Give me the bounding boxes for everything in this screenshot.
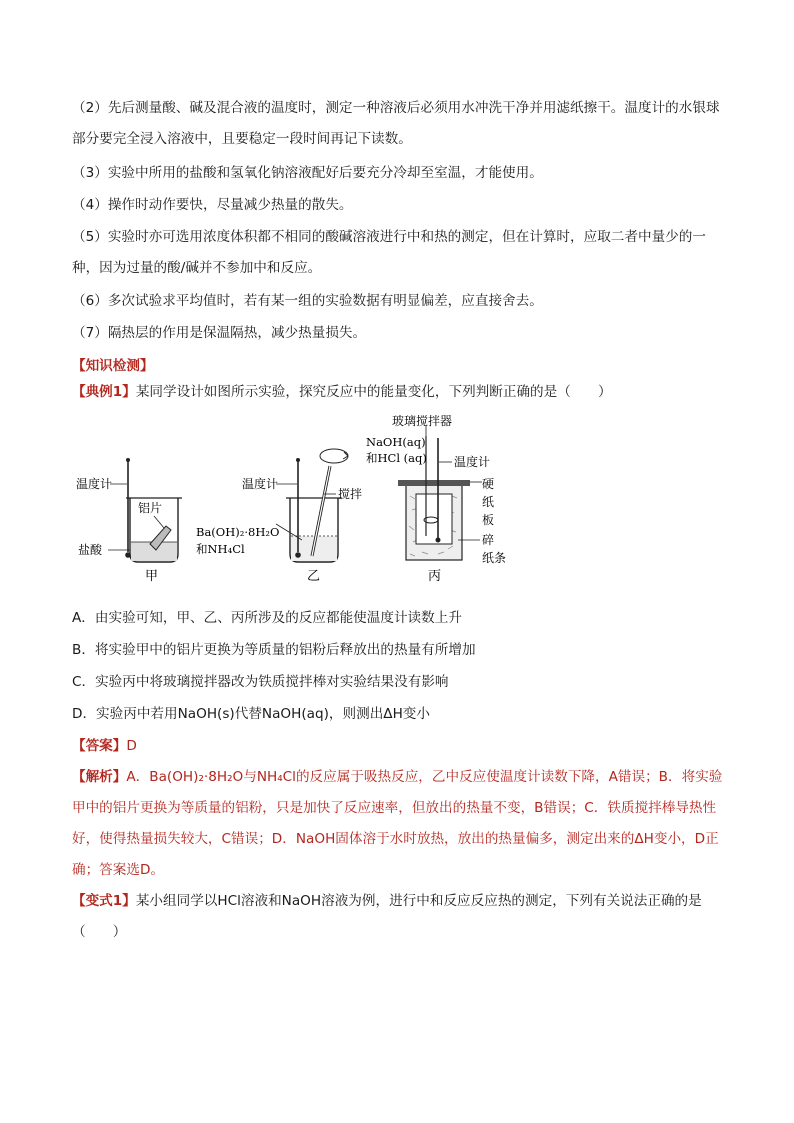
example1-question xyxy=(72,378,724,406)
bing-solution-label-2: 和HCl (aq) xyxy=(366,451,427,465)
yi-reagent-label-2: 和NH₄Cl xyxy=(196,542,245,556)
note-6: （6）多次试验求平均值时，若有某一组的实验数据有明显偏差，应直接舍去。 xyxy=(72,293,543,309)
analysis-body: A．Ba(OH)₂·8H₂O与NH₄Cl的反应属于吸热反应，乙中反应使温度计读数下降，A错误；B．将实验甲中的铝片更换为等质量的铝粉，只是加快了反应速率，但放出的热量不变，B错误；C．铁质搅拌棒导热性好，使得热量损失较大，C错误；D．NaOH固体溶于水时放热，放出的热量偏多，测定出来的ΔH变小，D正确；答案选D。 xyxy=(72,769,723,878)
option-d: D．实验丙中若用NaOH(s)代替NaOH(aq)，则测出ΔH变小 xyxy=(72,706,430,722)
option-a: A．由实验可知，甲、乙、丙所涉及的反应都能使温度计读数上升 xyxy=(72,610,462,626)
example1-tag: 【典例1】 xyxy=(72,384,136,400)
analysis-text xyxy=(72,762,724,886)
apparatus-jia xyxy=(76,458,182,584)
jia-caption: 甲 xyxy=(145,569,159,584)
answer-value: D xyxy=(126,738,137,754)
yi-reagent-label-1: Ba(OH)₂·8H₂O xyxy=(196,525,280,539)
yi-stir-label: 搅拌 xyxy=(338,487,363,501)
bing-solution-label-1: NaOH(aq) xyxy=(366,435,426,449)
note-4: （4）操作时动作要快，尽量减少热量的散失。 xyxy=(72,197,353,213)
jia-foil-label: 铝片 xyxy=(138,501,163,515)
apparatus-bing xyxy=(366,413,506,584)
bing-board-label-3: 板 xyxy=(482,513,495,527)
bing-stirrer-label: 玻璃搅拌器 xyxy=(392,414,453,428)
jia-acid-label: 盐酸 xyxy=(78,543,103,557)
jia-thermometer-label: 温度计 xyxy=(76,477,113,491)
yi-caption: 乙 xyxy=(307,569,321,584)
variant1-question-text: 某小组同学以HCl溶液和NaOH溶液为例，进行中和反应反应热的测定，下列有关说法正确的是（ ） xyxy=(72,893,702,940)
note-5: （5）实验时亦可选用浓度体积都不相同的酸碱溶液进行中和热的测定，但在计算时，应取二者中量少的一种，因为过量的酸/碱并不参加中和反应。 xyxy=(72,229,706,276)
variant1-question xyxy=(72,886,724,948)
bing-thermometer-label: 温度计 xyxy=(454,455,491,469)
bing-board-label-2: 纸 xyxy=(482,495,495,509)
yi-thermometer-label: 温度计 xyxy=(242,477,279,491)
note-3: （3）实验中所用的盐酸和氢氧化钠溶液配好后要充分冷却至室温，才能使用。 xyxy=(72,165,543,181)
answer-line xyxy=(72,736,137,756)
bing-paper-label-2: 纸条 xyxy=(482,551,507,565)
option-c: C．实验丙中将玻璃搅拌器改为铁质搅拌棒对实验结果没有影响 xyxy=(72,674,449,690)
option-b: B．将实验甲中的铝片更换为等质量的铝粉后释放出的热量有所增加 xyxy=(72,642,476,658)
example1-question-text: 某同学设计如图所示实验，探究反应中的能量变化，下列判断正确的是（ ） xyxy=(135,384,612,400)
analysis-tag: 【解析】 xyxy=(72,769,127,785)
bing-caption: 丙 xyxy=(428,569,442,584)
section-title: 【知识检测】 xyxy=(72,358,154,374)
variant1-tag: 【变式1】 xyxy=(72,893,136,909)
note-2: （2）先后测量酸、碱及混合液的温度时，测定一种溶液后必须用水冲洗干净并用滤纸擦干。温度计的水银球部分要完全浸入溶液中，且要稳定一段时间再记下读数。 xyxy=(72,100,720,147)
note-7: （7）隔热层的作用是保温隔热，减少热量损失。 xyxy=(72,325,367,341)
apparatus-yi xyxy=(196,449,362,584)
bing-paper-label-1: 碎 xyxy=(482,533,495,547)
bing-board-label-1: 硬 xyxy=(482,477,495,491)
answer-tag: 【答案】 xyxy=(72,738,127,754)
experiment-figure xyxy=(72,412,512,592)
